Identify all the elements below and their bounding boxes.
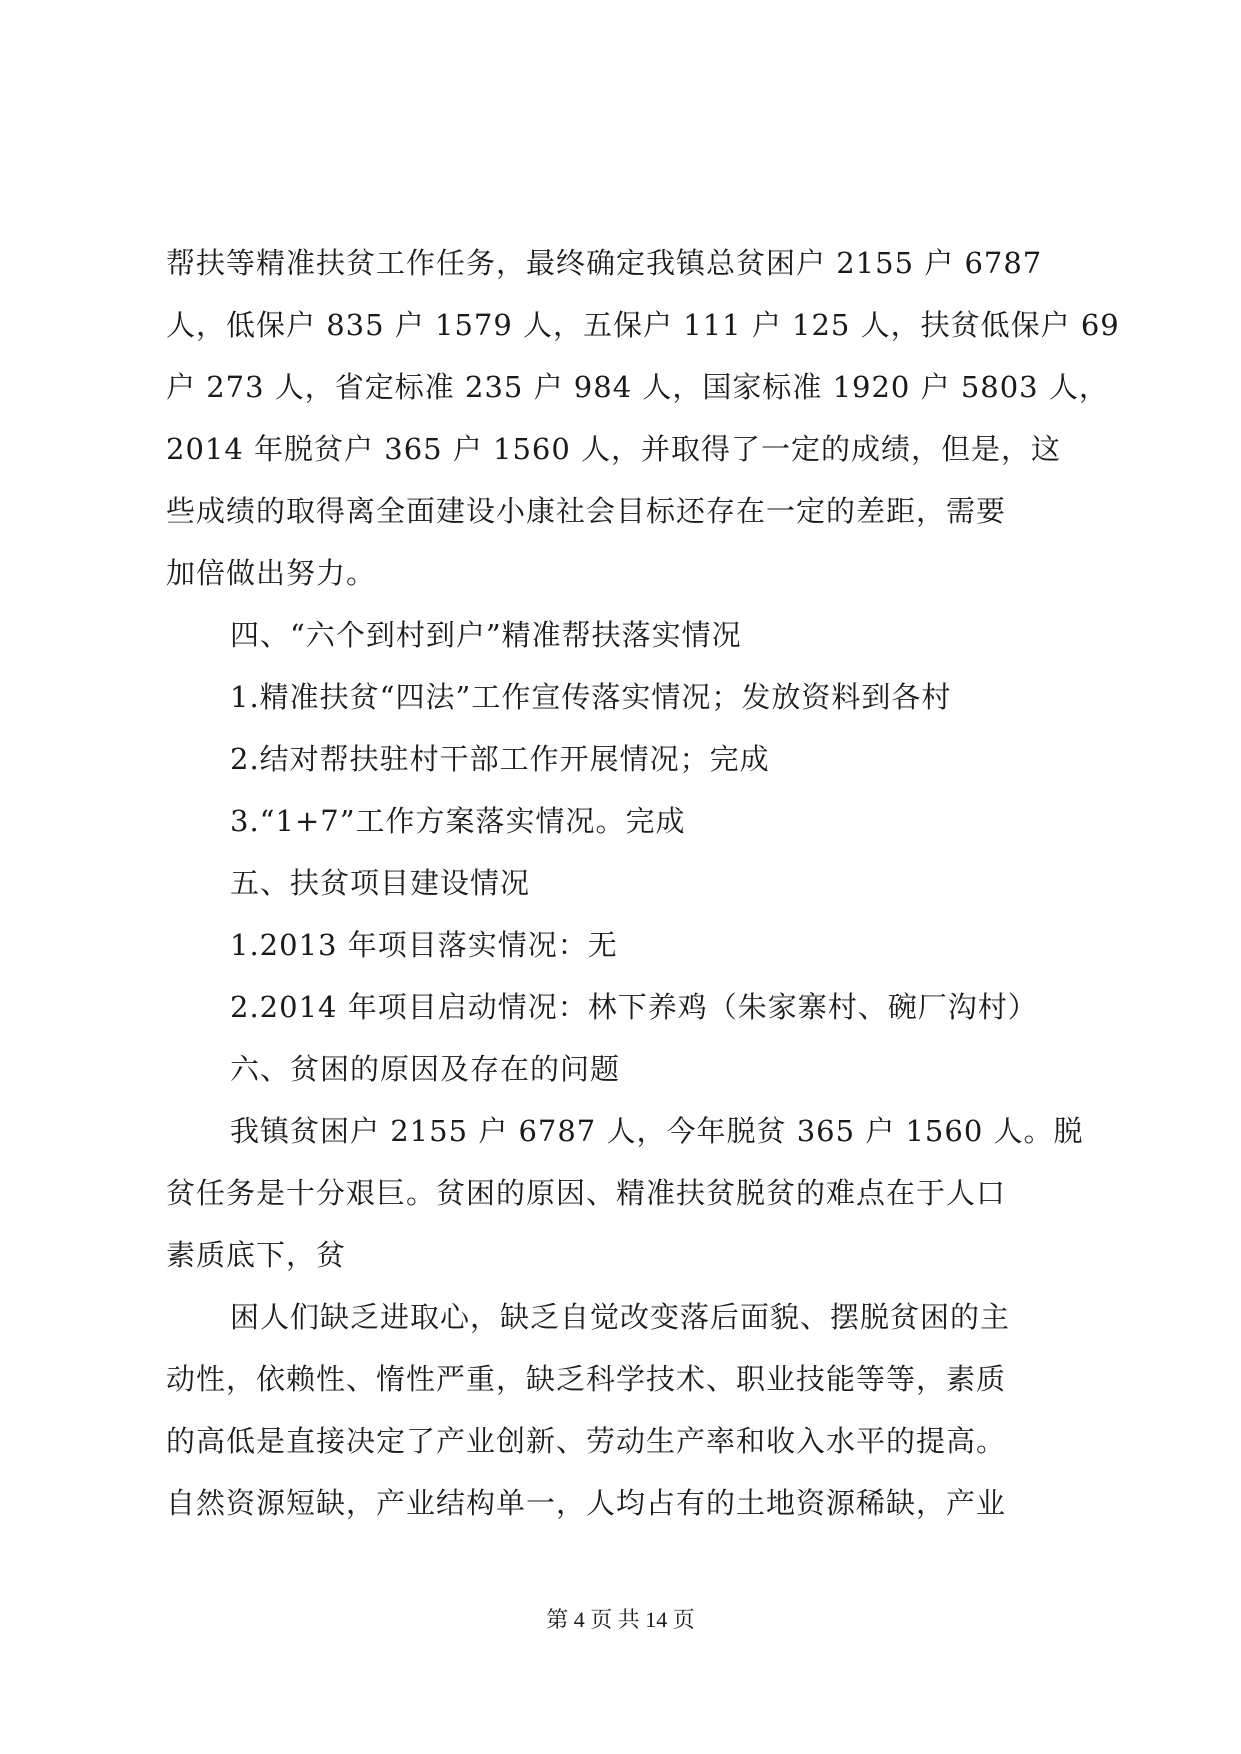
text-line: 1.精准扶贫“四法”工作宣传落实情况；发放资料到各村 bbox=[230, 680, 952, 714]
text-line: 帮扶等精准扶贫工作任务，最终确定我镇总贫困户 2155 户 6787 bbox=[166, 246, 1043, 280]
text-line: 户 273 人，省定标准 235 户 984 人，国家标准 1920 户 5803 人， bbox=[166, 370, 1109, 404]
text-line: 2014 年脱贫户 365 户 1560 人，并取得了一定的成绩，但是，这 bbox=[166, 432, 1062, 466]
text-line: 我镇贫困户 2155 户 6787 人，今年脱贫 365 户 1560 人。脱 bbox=[230, 1114, 1084, 1148]
text-line: 人，低保户 835 户 1579 人，五保户 111 户 125 人，扶贫低保户 69 bbox=[166, 308, 1120, 342]
text-line: 四、“六个到村到户”精准帮扶落实情况 bbox=[230, 618, 742, 652]
document-body bbox=[166, 232, 1120, 1534]
text-line: 1.2013 年项目落实情况：无 bbox=[230, 928, 618, 962]
text-line: 2.结对帮扶驻村干部工作开展情况；完成 bbox=[230, 742, 770, 776]
text-line: 五、扶贫项目建设情况 bbox=[230, 866, 531, 900]
text-line: 素质底下，贫 bbox=[166, 1238, 347, 1272]
text-line: 困人们缺乏进取心，缺乏自觉改变落后面貌、摆脱贫困的主 bbox=[230, 1300, 1011, 1334]
text-line: 六、贫困的原因及存在的问题 bbox=[230, 1052, 621, 1086]
text-line: 2.2014 年项目启动情况：林下养鸡（朱家寨村、碗厂沟村） bbox=[230, 990, 1038, 1024]
page-footer: 第 4 页 共 14 页 bbox=[546, 1607, 695, 1632]
text-line: 贫任务是十分艰巨。贫困的原因、精准扶贫脱贫的难点在于人口 bbox=[166, 1176, 1007, 1210]
text-line: 些成绩的取得离全面建设小康社会目标还存在一定的差距，需要 bbox=[166, 494, 1007, 528]
text-line: 3.“1+7”工作方案落实情况。完成 bbox=[230, 804, 686, 838]
text-line: 加倍做出努力。 bbox=[166, 556, 377, 590]
text-line: 的高低是直接决定了产业创新、劳动生产率和收入水平的提高。 bbox=[166, 1424, 1007, 1458]
text-line: 动性，依赖性、惰性严重，缺乏科学技术、职业技能等等，素质 bbox=[166, 1362, 1007, 1396]
text-line: 自然资源短缺，产业结构单一，人均占有的土地资源稀缺，产业 bbox=[166, 1486, 1007, 1520]
